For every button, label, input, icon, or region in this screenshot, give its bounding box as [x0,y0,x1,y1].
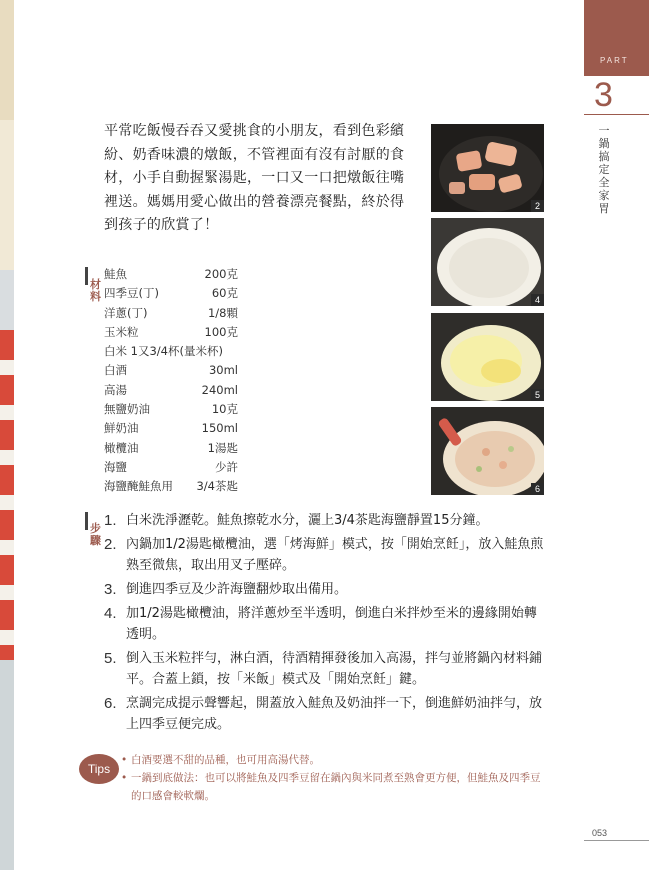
step-number: 5. [104,650,117,667]
step-item [104,534,548,576]
step-text: 烹調完成提示聲響起，開蓋放入鮭魚及奶油拌一下，倒進鮮奶油拌勻，放上四季豆便完成。 [126,696,543,732]
ingredient-name: 高湯 [104,382,127,397]
ingredient-qty: 200克 [204,267,238,281]
ingredient-row [104,400,238,419]
step-text: 內鍋加1/2湯匙橄欖油，選「烤海鮮」模式，按「開始烹飪」，放入鮭魚煎熟至微焦，取出用叉子壓碎。 [126,537,544,573]
steps-marker [85,512,88,530]
page-number-rule [584,840,649,841]
ingredient-qty: 1/8顆 [207,305,238,320]
ingredient-name: 橄欖油 [104,440,139,455]
ingredient-qty: 150ml [201,421,238,436]
intro-paragraph: 平常吃飯慢吞吞又愛挑食的小朋友，看到色彩繽紛、奶香味濃的燉飯，不管裡面有沒有討厭的食材，小手自動握緊湯匙，一口又一口把燉飯往嘴裡送。媽媽用愛心做出的營養漂亮餐點，終於得到孩子的欣賞了！ [104,123,405,233]
ingredient-row [104,477,238,496]
ingredient-qty: 1湯匙 [207,440,238,455]
step-item [104,579,548,600]
step-text: 倒入玉米粒拌勻，淋白酒，待酒精揮發後加入高湯，拌勻並將鍋內材料鋪平。合蓋上鎖，按「米飯」模式及「開始烹飪」鍵。 [126,651,543,687]
step-item [104,603,548,645]
ingredient-row [104,381,238,400]
ingredient-row [104,361,238,380]
step-number: 6. [104,695,117,712]
ingredient-name: 四季豆(丁) [104,286,159,301]
ingredient-qty: 10克 [211,402,238,417]
ingredient-qty: 100克 [204,324,238,339]
steps-list [104,510,548,738]
step-photo-salmon [431,124,544,212]
ingredient-row [104,304,238,323]
step-text: 白米洗淨瀝乾。鮭魚擦乾水分，灑上3/4茶匙海鹽靜置15分鐘。 [126,513,489,528]
ingredient-row [104,458,238,477]
part-label: PART [600,56,629,65]
step-photo-corn-broth [431,313,544,401]
tip-bullet: • [121,754,128,766]
photo-number: 5 [531,389,544,401]
ingredient-name: 無鹽奶油 [104,402,150,417]
step-number: 4. [104,605,117,622]
ingredient-qty: 60克 [211,286,238,301]
photo-number: 6 [531,483,544,495]
ingredient-qty: 少許 [215,459,238,474]
photo-number: 4 [531,294,544,306]
left-edge-photo [0,0,14,870]
step-photo-finished-risotto [431,407,544,495]
photo-number: 2 [531,200,544,212]
step-text: 倒進四季豆及少許海鹽翻炒取出備用。 [126,582,348,597]
ingredients-label: 材料 [90,278,101,303]
tips-badge: Tips [79,754,119,784]
tip-item [121,751,541,769]
ingredients-list [104,265,238,497]
tips-list [121,751,541,805]
step-number: 3. [104,581,117,598]
step-text: 加1/2湯匙橄欖油，將洋蔥炒至半透明，倒進白米拌炒至米的邊緣開始轉透明。 [126,606,537,642]
ingredients-marker [85,267,88,285]
tip-text: 一鍋到底做法：也可以將鮭魚及四季豆留在鍋內與米同煮至熟會更方便，但鮭魚及四季豆的口感會較軟爛。 [131,772,541,802]
step-item [104,648,548,690]
ingredient-qty: 3/4茶匙 [196,479,238,494]
part-title: 一鍋搞定全家胃 [598,124,610,215]
tip-bullet: • [121,772,128,784]
part-number: 3 [594,76,613,114]
ingredient-name: 鮮奶油 [104,421,139,436]
ingredient-name: 洋蔥(丁) [104,305,148,320]
page-number: 053 [592,828,608,838]
ingredient-name: 海鹽醃鮭魚用 [104,479,173,494]
corn-broth-illustration [431,313,544,401]
ingredient-row [104,265,238,284]
finished-risotto-illustration [431,407,544,495]
tip-text: 白酒要選不甜的品種，也可用高湯代替。 [131,754,320,766]
ingredient-name: 白酒 [104,363,127,378]
step-number: 2. [104,536,117,553]
ingredient-name: 鮭魚 [104,267,127,281]
steps-label: 步驟 [90,522,101,547]
tip-item [121,769,541,805]
ingredient-row [104,342,238,361]
ingredient-name: 海鹽 [104,459,127,474]
ingredient-name: 玉米粒 [104,324,139,339]
step-photo-rice [431,218,544,306]
step-item [104,693,548,735]
rice-in-pot-illustration [431,218,544,306]
ingredient-name: 白米 1又3/4杯(量米杯) [104,344,223,359]
salmon-pieces-illustration [431,124,544,212]
ingredient-row [104,439,238,458]
ingredient-qty: 30ml [208,363,238,378]
step-number: 1. [104,512,117,529]
ingredient-row [104,323,238,342]
ingredient-qty: 240ml [201,382,238,397]
part-divider [584,114,649,115]
ingredient-row [104,284,238,303]
step-item [104,510,548,531]
ingredient-row [104,419,238,438]
